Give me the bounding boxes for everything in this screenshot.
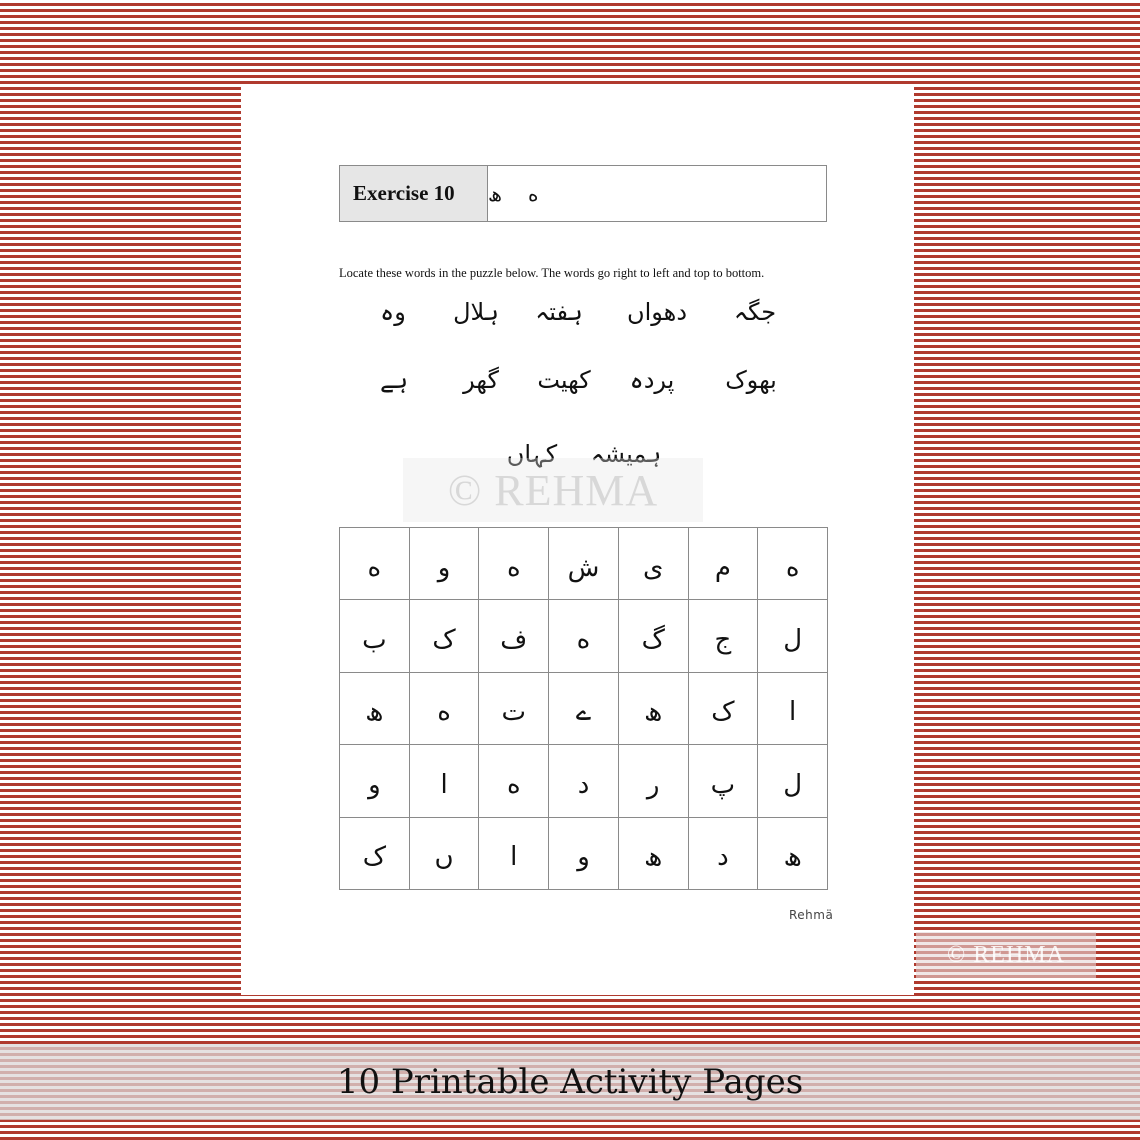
word-item: ہے — [379, 366, 409, 394]
word-item: جگہ — [733, 298, 777, 326]
grid-cell[interactable]: ر — [619, 745, 689, 817]
word-item: ہمیشہ — [590, 440, 662, 468]
word-search-grid — [339, 527, 828, 890]
word-item: وہ — [380, 298, 406, 326]
exercise-title: Exercise 10 — [340, 166, 488, 221]
word-item: بھوک — [725, 366, 777, 394]
grid-cell[interactable]: ا — [410, 745, 480, 817]
grid-cell[interactable]: و — [549, 818, 619, 890]
grid-cell[interactable]: ک — [689, 673, 759, 745]
word-item: دھواں — [626, 298, 688, 326]
grid-cell[interactable]: ا — [758, 673, 828, 745]
watermark-overlay: © REHMA — [403, 458, 703, 522]
grid-cell[interactable]: م — [689, 528, 759, 600]
grid-cell[interactable]: د — [549, 745, 619, 817]
grid-cell[interactable]: ھ — [619, 673, 689, 745]
grid-cell[interactable]: ھ — [758, 818, 828, 890]
word-item: ہلال — [453, 298, 499, 326]
grid-cell[interactable]: ں — [410, 818, 480, 890]
instructions-text: Locate these words in the puzzle below. The words go right to left and top to bottom. — [339, 266, 765, 280]
header-letter: ه — [527, 181, 539, 206]
grid-cell[interactable]: ی — [619, 528, 689, 600]
grid-cell[interactable]: ه — [479, 528, 549, 600]
word-item: کھیت — [537, 366, 591, 394]
grid-cell[interactable]: ه — [758, 528, 828, 600]
word-item: کہاں — [506, 440, 558, 468]
grid-cell[interactable]: ک — [410, 600, 480, 672]
grid-cell[interactable]: و — [340, 745, 410, 817]
word-item: ہفتہ — [535, 298, 583, 326]
exercise-letters — [488, 166, 826, 221]
grid-cell[interactable]: د — [689, 818, 759, 890]
grid-cell[interactable]: ه — [479, 745, 549, 817]
worksheet-page — [241, 86, 914, 995]
grid-cell[interactable]: ج — [689, 600, 759, 672]
grid-cell[interactable]: ے — [549, 673, 619, 745]
grid-cell[interactable]: گ — [619, 600, 689, 672]
grid-cell[interactable]: ل — [758, 745, 828, 817]
word-item: گھر — [463, 366, 499, 394]
brand-logo: Rehmä — [789, 908, 834, 922]
grid-cell[interactable]: ش — [549, 528, 619, 600]
grid-cell[interactable]: ف — [479, 600, 549, 672]
grid-cell[interactable]: ک — [340, 818, 410, 890]
grid-cell[interactable]: ه — [410, 673, 480, 745]
promo-banner: 10 Printable Activity Pages — [0, 1044, 1140, 1120]
grid-cell[interactable]: ھ — [619, 818, 689, 890]
exercise-header — [339, 165, 827, 222]
header-letter: ھ — [488, 181, 502, 206]
grid-cell[interactable]: ل — [758, 600, 828, 672]
grid-cell[interactable]: ب — [340, 600, 410, 672]
grid-cell[interactable]: ت — [479, 673, 549, 745]
grid-cell[interactable]: ه — [340, 528, 410, 600]
grid-cell[interactable]: ه — [549, 600, 619, 672]
grid-cell[interactable]: ا — [479, 818, 549, 890]
grid-cell[interactable]: پ — [689, 745, 759, 817]
grid-cell[interactable]: ھ — [340, 673, 410, 745]
corner-watermark: © REHMA — [916, 932, 1096, 978]
word-item: پردہ — [629, 366, 675, 394]
grid-cell[interactable]: و — [410, 528, 480, 600]
